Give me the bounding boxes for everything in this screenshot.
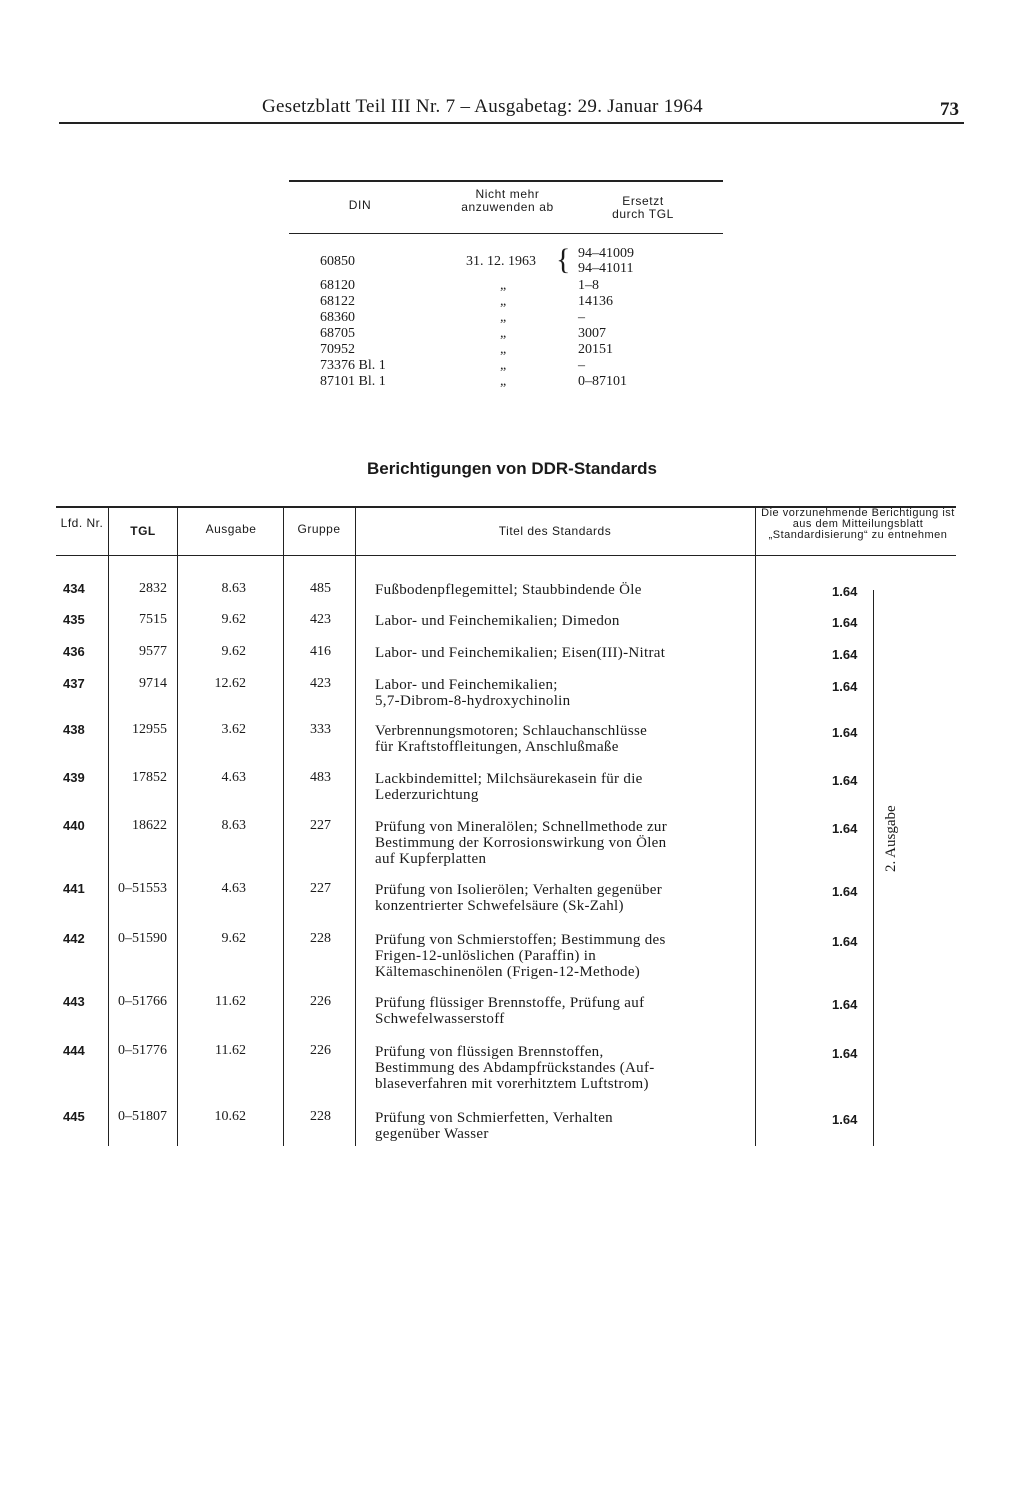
din-row-date: „: [500, 326, 507, 341]
din-row-date: 31. 12. 1963: [466, 254, 536, 269]
row-lfd-nr: 435: [63, 612, 85, 627]
row-title: [375, 613, 760, 629]
row-title: [375, 1044, 760, 1092]
din-row-tgl: 14136: [578, 294, 613, 309]
row-tgl: 0–51807: [118, 1109, 167, 1124]
row-tgl: 0–51766: [118, 994, 167, 1009]
row-title-line: Bestimmung der Korrosionswirkung von Ölen: [375, 835, 667, 851]
din-row-date: „: [500, 342, 507, 357]
page-header-title: Gesetzblatt Teil III Nr. 7 – Ausgabetag: 29. Januar 1964: [262, 96, 703, 117]
din-row-din: 68705: [320, 326, 355, 341]
row-lfd-nr: 444: [63, 1043, 85, 1058]
din-table-header-rule: [289, 233, 723, 234]
din-row-din: 87101 Bl. 1: [320, 374, 386, 389]
din-row-tgl: 94–41011: [578, 261, 634, 276]
din-row-tgl: –: [578, 310, 585, 325]
row-mitteilungsblatt: 1.64: [832, 679, 858, 694]
din-row-date: „: [500, 358, 507, 373]
side-note-2-ausgabe: 2. Ausgabe: [883, 805, 899, 872]
din-row-tgl: –: [578, 358, 585, 373]
din-row-tgl: 20151: [578, 342, 613, 357]
din-row-tgl: 0–87101: [578, 374, 627, 389]
row-mitteilungsblatt: 1.64: [832, 725, 858, 740]
row-title-line: blaseverfahren mit vorerhitztem Luftstrom): [375, 1076, 649, 1092]
din-row-din: 68122: [320, 294, 355, 309]
row-gruppe: 483: [310, 770, 331, 785]
row-title: [375, 677, 760, 709]
row-tgl: 0–51776: [118, 1043, 167, 1058]
row-lfd-nr: 445: [63, 1109, 85, 1124]
row-title-line: Labor- und Feinchemikalien; Dimedon: [375, 613, 620, 629]
header-ausgabe: Ausgabe: [205, 522, 257, 536]
row-gruppe: 423: [310, 612, 331, 627]
col-divider: [177, 508, 178, 1146]
row-gruppe: 416: [310, 644, 331, 659]
row-title-line: Verbrennungsmotoren; Schlauchanschlüsse: [375, 723, 648, 739]
din-row-date: „: [500, 310, 507, 325]
row-ausgabe: 4.63: [221, 770, 246, 785]
din-row-din: 73376 Bl. 1: [320, 358, 386, 373]
din-row-din: 70952: [320, 342, 355, 357]
row-title-line: 5,7-Dibrom-8-hydroxychinolin: [375, 693, 571, 709]
row-title-line: Prüfung von Mineralölen; Schnellmethode zur: [375, 819, 668, 835]
din-row-date: „: [500, 294, 507, 309]
row-ausgabe: 10.62: [214, 1109, 246, 1124]
row-mitteilungsblatt: 1.64: [832, 884, 858, 899]
row-tgl: 9714: [139, 676, 167, 691]
row-title-line: Prüfung von Schmierfetten, Verhalten: [375, 1110, 613, 1126]
row-lfd-nr: 434: [63, 581, 85, 596]
row-title-line: für Kraftstoffleitungen, Anschlußmaße: [375, 739, 619, 755]
row-ausgabe: 9.62: [221, 612, 246, 627]
row-ausgabe: 8.63: [221, 581, 246, 596]
row-mitteilungsblatt: 1.64: [832, 773, 858, 788]
row-gruppe: 485: [310, 581, 331, 596]
page-number: 73: [940, 99, 959, 120]
row-mitteilungsblatt: 1.64: [832, 615, 858, 630]
row-title-line: gegenüber Wasser: [375, 1126, 489, 1142]
col-divider: [283, 508, 284, 1146]
row-lfd-nr: 442: [63, 931, 85, 946]
row-mitteilungsblatt: 1.64: [832, 1112, 858, 1127]
din-header-din: DIN: [348, 198, 372, 212]
row-title-line: auf Kupferplatten: [375, 851, 487, 867]
row-title: [375, 819, 760, 867]
din-header-ersetzt: Ersetzt durch TGL: [612, 194, 674, 221]
din-header-nicht-mehr: Nicht mehr anzuwenden ab: [461, 187, 554, 214]
din-row-date: „: [500, 374, 507, 389]
row-mitteilungsblatt: 1.64: [832, 584, 858, 599]
row-tgl: 12955: [132, 722, 167, 737]
header-tgl: TGL: [130, 524, 156, 538]
row-mitteilungsblatt: 1.64: [832, 934, 858, 949]
row-tgl: 17852: [132, 770, 167, 785]
row-title: [375, 771, 760, 803]
row-title-line: Labor- und Feinchemikalien; Eisen(III)-Nitrat: [375, 645, 666, 661]
row-title-line: konzentrierter Schwefelsäure (Sk-Zahl): [375, 898, 624, 914]
row-lfd-nr: 437: [63, 676, 85, 691]
bracket-line: [873, 590, 874, 1146]
row-lfd-nr: 439: [63, 770, 85, 785]
din-row-din: 68360: [320, 310, 355, 325]
col-divider: [108, 508, 109, 1146]
row-title-line: Prüfung flüssiger Brennstoffe, Prüfung auf: [375, 995, 645, 1011]
row-lfd-nr: 438: [63, 722, 85, 737]
row-mitteilungsblatt: 1.64: [832, 821, 858, 836]
section-heading: Berichtigungen von DDR-Standards: [367, 459, 657, 478]
row-gruppe: 228: [310, 931, 331, 946]
row-title-line: Prüfung von Schmierstoffen; Bestimmung des: [375, 932, 666, 948]
row-tgl: 2832: [139, 581, 167, 596]
row-gruppe: 228: [310, 1109, 331, 1124]
header-rule: [59, 122, 964, 124]
row-ausgabe: 11.62: [215, 1043, 246, 1058]
row-ausgabe: 12.62: [214, 676, 246, 691]
row-mitteilungsblatt: 1.64: [832, 997, 858, 1012]
row-ausgabe: 9.62: [221, 931, 246, 946]
row-title: [375, 882, 760, 914]
row-title-line: Fußbodenpflegemittel; Staubbindende Öle: [375, 582, 642, 598]
row-ausgabe: 8.63: [221, 818, 246, 833]
row-tgl: 0–51553: [118, 881, 167, 896]
din-row-brace: {: [556, 243, 571, 276]
col-divider: [355, 508, 356, 1146]
row-lfd-nr: 436: [63, 644, 85, 659]
row-tgl: 9577: [139, 644, 167, 659]
row-gruppe: 333: [310, 722, 331, 737]
row-title: [375, 723, 760, 755]
row-gruppe: 226: [310, 1043, 331, 1058]
row-ausgabe: 11.62: [215, 994, 246, 1009]
row-tgl: 7515: [139, 612, 167, 627]
din-row-tgl: 1–8: [578, 278, 599, 293]
row-title-line: Kältemaschinenölen (Frigen-12-Methode): [375, 964, 641, 980]
corrections-header-rule: [56, 555, 956, 556]
row-title-line: Schwefelwasserstoff: [375, 1011, 505, 1027]
row-title-line: Labor- und Feinchemikalien;: [375, 677, 558, 693]
row-gruppe: 226: [310, 994, 331, 1009]
row-ausgabe: 9.62: [221, 644, 246, 659]
row-gruppe: 227: [310, 881, 331, 896]
din-row-tgl: 94–41009: [578, 246, 634, 261]
header-lfd-nr: Lfd. Nr.: [60, 516, 104, 530]
row-title: [375, 932, 760, 980]
din-row-din: 68120: [320, 278, 355, 293]
din-row-tgl: 3007: [578, 326, 606, 341]
row-ausgabe: 4.63: [221, 881, 246, 896]
row-title: [375, 582, 760, 598]
row-mitteilungsblatt: 1.64: [832, 1046, 858, 1061]
row-title-line: Prüfung von Isolierölen; Verhalten gegenüber: [375, 882, 663, 898]
row-tgl: 0–51590: [118, 931, 167, 946]
din-row-date: „: [500, 278, 507, 293]
row-title: [375, 1110, 760, 1142]
row-ausgabe: 3.62: [221, 722, 246, 737]
row-title-line: Frigen-12-unlöslichen (Paraffin) in: [375, 948, 597, 964]
row-title-line: Bestimmung des Abdampfrückstandes (Auf-: [375, 1060, 655, 1076]
row-title-line: Lederzurichtung: [375, 787, 479, 803]
row-mitteilungsblatt: 1.64: [832, 647, 858, 662]
row-lfd-nr: 440: [63, 818, 85, 833]
din-table-top-rule: [289, 180, 723, 182]
row-tgl: 18622: [132, 818, 167, 833]
row-title-line: Lackbindemittel; Milchsäurekasein für die: [375, 771, 643, 787]
row-lfd-nr: 441: [63, 881, 85, 896]
row-gruppe: 423: [310, 676, 331, 691]
header-gruppe: Gruppe: [297, 522, 341, 536]
row-gruppe: 227: [310, 818, 331, 833]
row-title: [375, 645, 760, 661]
din-row-din: 60850: [320, 254, 355, 269]
header-mitteilungsblatt: Die vorzunehmende Berichtigung ist aus dem Mitteilungsblatt „Standardisierung“ zu entnehmen: [761, 507, 955, 541]
row-lfd-nr: 443: [63, 994, 85, 1009]
header-titel: Titel des Standards: [498, 524, 612, 538]
row-title-line: Prüfung von flüssigen Brennstoffen,: [375, 1044, 604, 1060]
row-title: [375, 995, 760, 1027]
